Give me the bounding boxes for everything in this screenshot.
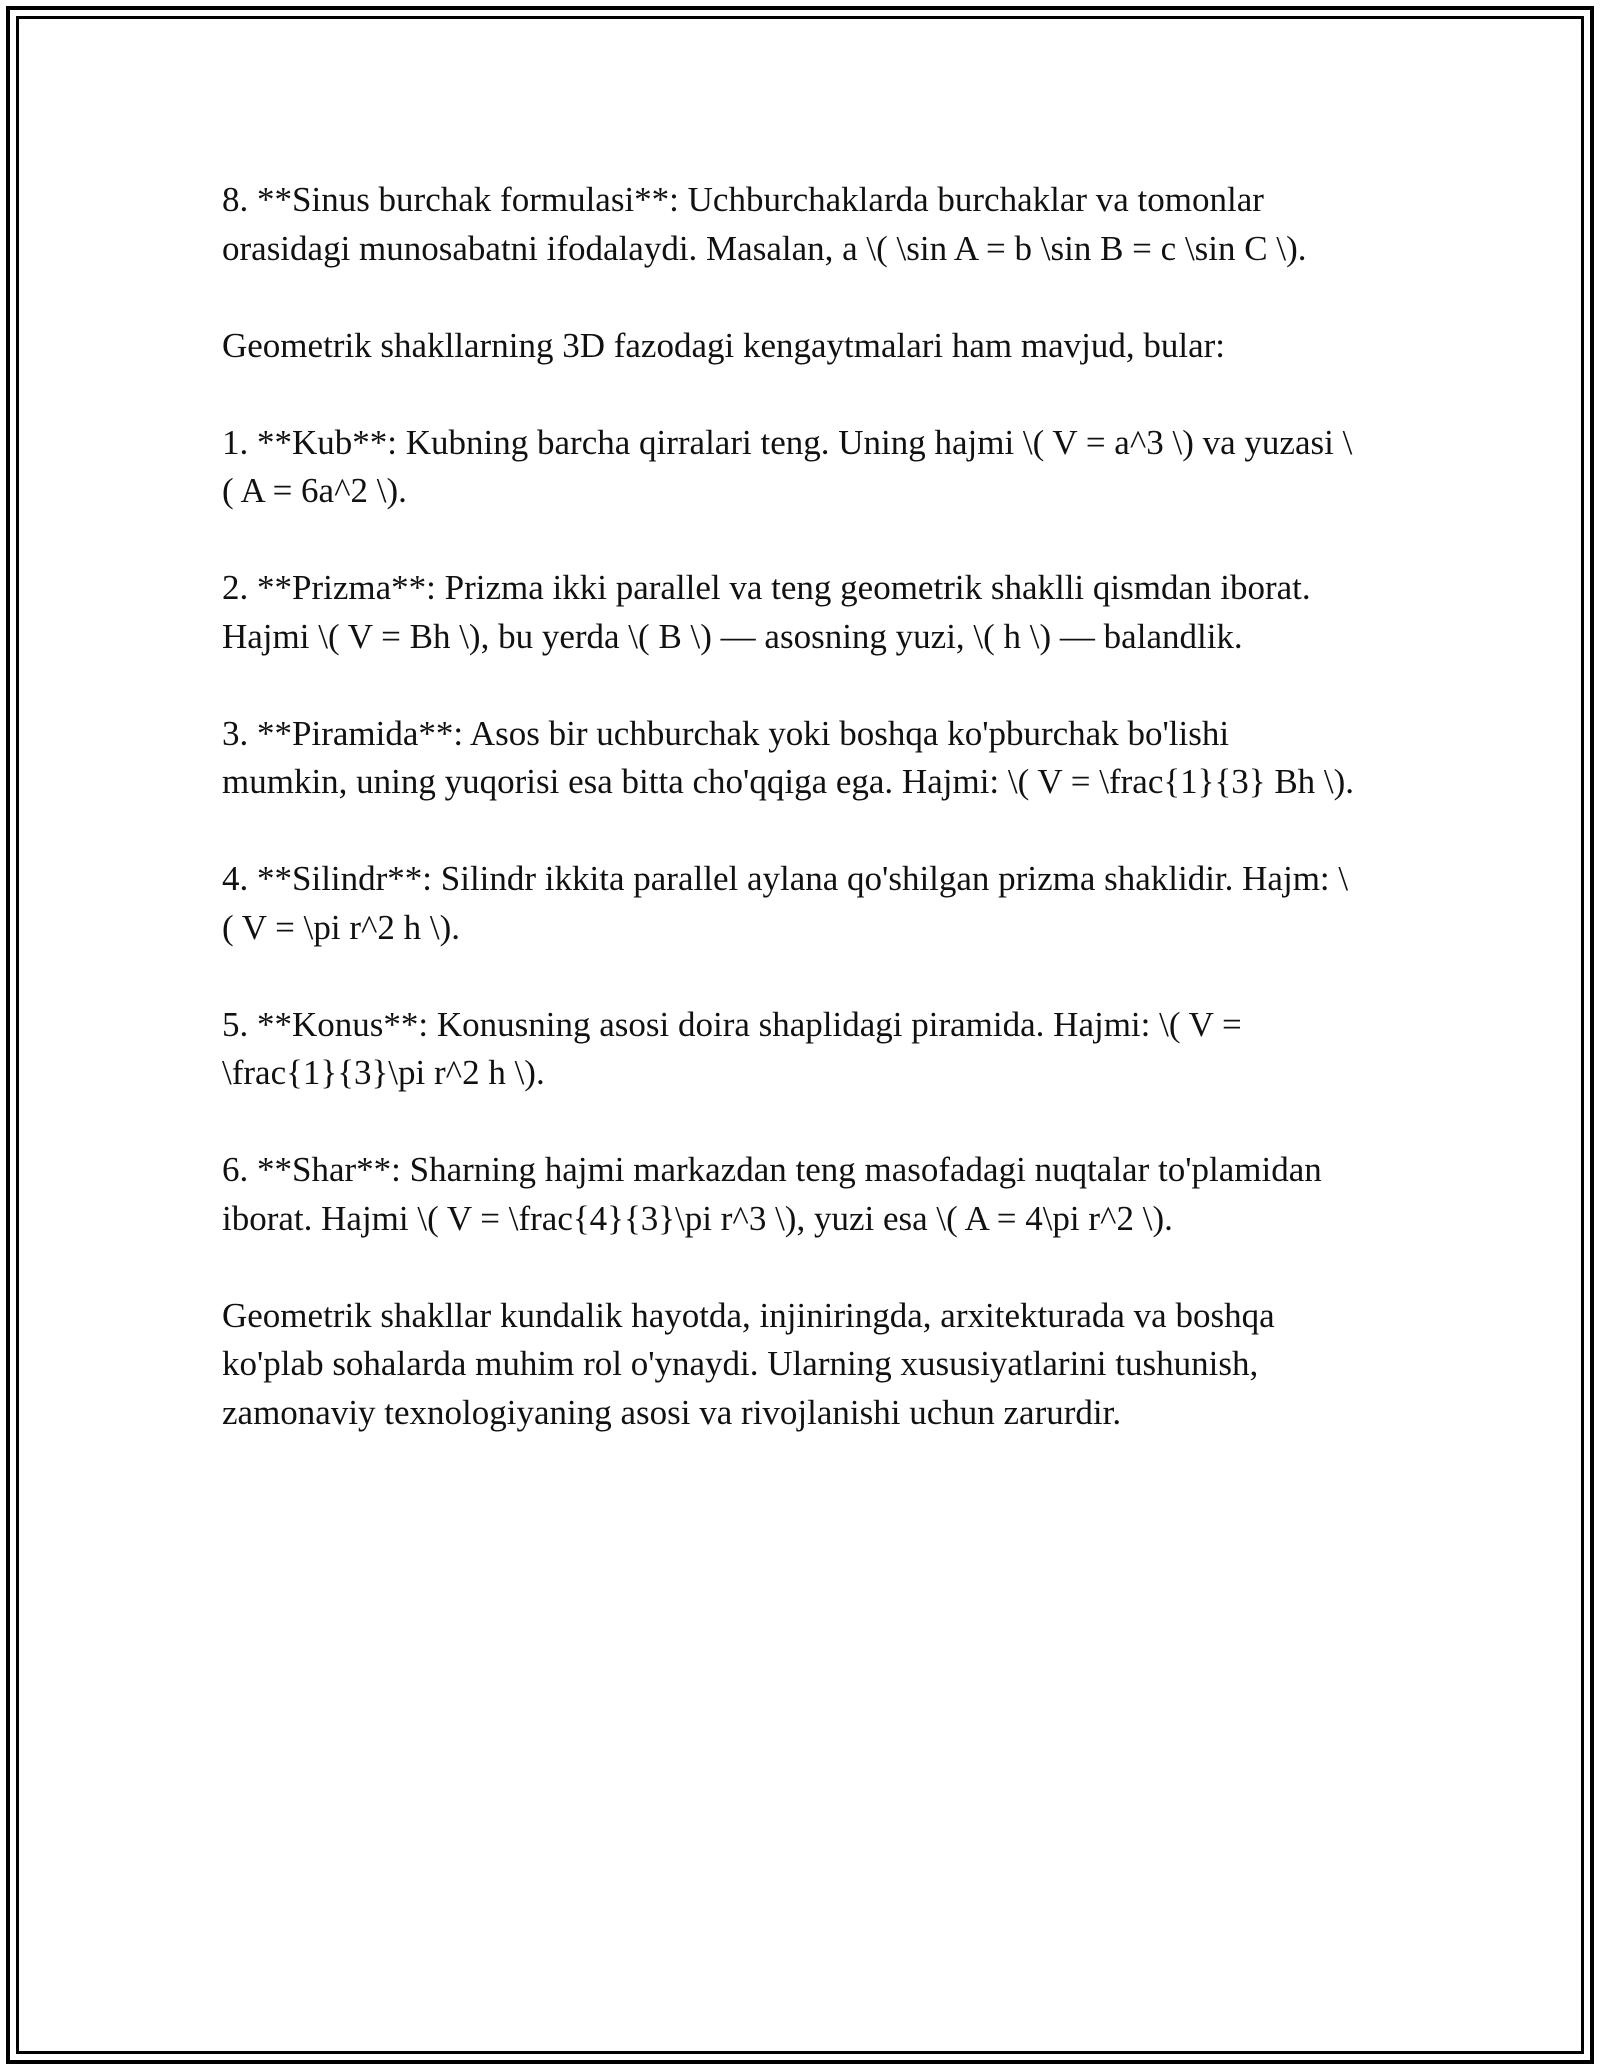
paragraph-cone: 5. **Konus**: Konusning asosi doira shaplidagi piramida. Hajmi: \( V = \frac{1}{3}\pi r^2 h \).: [222, 1004, 1251, 1092]
paragraph-sine-rule: 8. **Sinus burchak formulasi**: Uchburchaklarda burchaklar va tomonlar orasidagi munosabatni ifodalaydi. Masalan, a \( \sin A = b \sin B = c \sin C \).: [222, 180, 1307, 268]
paragraph-3d-intro: Geometrik shakllarning 3D fazodagi kengaytmalari ham mavjud, bular:: [222, 325, 1226, 365]
paragraph-cube: 1. **Kub**: Kubning barcha qirralari teng. Uning hajmi \( V = a^3 \) va yuzasi \( A = 6a^2 \).: [222, 422, 1353, 510]
paragraph-pyramid: 3. **Piramida**: Asos bir uchburchak yoki boshqa ko'pburchak bo'lishi mumkin, uning yuqorisi esa bitta cho'qqiga ega. Hajmi: \( V = \frac{1}{3} Bh \).: [222, 713, 1355, 801]
paragraph-prism: 2. **Prizma**: Prizma ikki parallel va teng geometrik shaklli qismdan iborat. Hajmi \( V = Bh \), bu yerda \( B \) — asosning yuzi, \( h \) — balandlik.: [222, 568, 1320, 656]
document-body: [222, 176, 1357, 1486]
paragraph-conclusion: Geometrik shakllar kundalik hayotda, injiniringda, arxitekturada va boshqa ko'plab sohalarda muhim rol o'ynaydi. Ularning xususiyatlarini tushunish, zamonaviy texnologiyaning asosi va rivojlanishi uchun zarurdir.: [222, 1295, 1284, 1432]
paragraph-sphere: 6. **Shar**: Sharning hajmi markazdan teng masofadagi nuqtalar to'plamidan iborat. Hajmi \( V = \frac{4}{3}\pi r^3 \), yuzi esa \( A = 4\pi r^2 \).: [222, 1150, 1331, 1238]
paragraph-cylinder: 4. **Silindr**: Silindr ikkita parallel aylana qo'shilgan prizma shaklidir. Hajm: \( V = \pi r^2 h \).: [222, 859, 1349, 947]
